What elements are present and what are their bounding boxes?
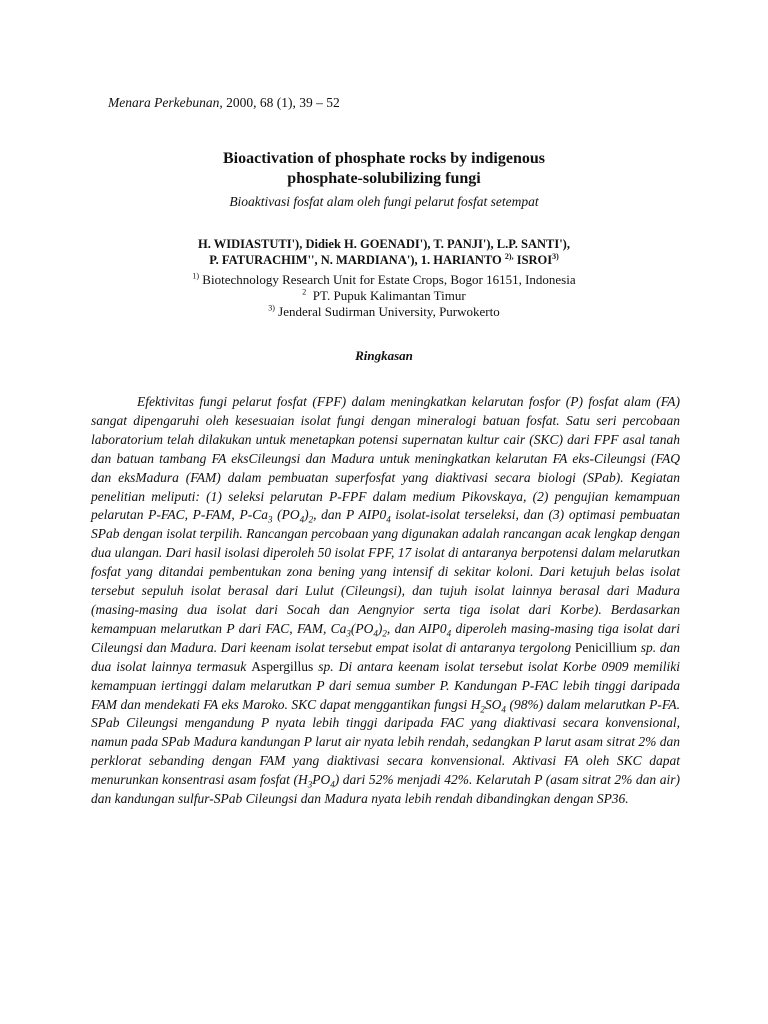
affiliation-list bbox=[90, 272, 678, 320]
abstract-text: ) bbox=[304, 507, 309, 523]
subscript: 3 bbox=[307, 779, 313, 790]
abstract-text: (PO bbox=[272, 507, 300, 523]
affiliation-3-mark: 3) bbox=[268, 303, 275, 313]
subscript: 4 bbox=[386, 515, 391, 526]
genus-name: Aspergillus bbox=[251, 658, 314, 674]
subscript: 2 bbox=[308, 515, 314, 526]
abstract-text: isolat-isolat terseleksi, dan (3) optimasi pembuatan SPab dengan isolat terpilih. Rancangan percobaan yang digunakan adalah rancangan acak lengkap dengan dua ulangan. Dari hasil isolasi diperoleh 50 isolat FPF, 17 isolat di antaranya berpotensi dalam melarutkan fosfat yang ditandai pembentukan zona bening yang intensif di sekitar koloni. Dari ketujuh belas isolat tersebut sepuluh isolat berasal dari Lulut (Cileungsi), dan tujuh isolat lainnya berasal dari Madura (masing-masing dua isolat dari Socah dan Aengnyior serta tiga isolat dari Korbe). Berdasarkan kemampuan melarutkan P dari FAC, FAM, Ca bbox=[91, 507, 680, 636]
paper-title bbox=[90, 149, 678, 189]
abstract-text: diperoleh masing-masing tiga isolat dari Cileungsi dan Madura. Dari keenam isolat tersebut empat isolat di antaranya tergolong bbox=[91, 620, 680, 655]
genus-name: Penicillium bbox=[574, 639, 638, 655]
abstract-text: ) dari 52% menjadi 42%. Kelarutah P (asam sitrat 2% dan air) dan kandungan sulfur-SPab Cileungsi dan Madura nyata lebih rendah dibandingkan dengan SP36. bbox=[91, 772, 680, 807]
abstract-text: sp. Di antara keenam isolat tersebut isolat Korbe 0909 memiliki kemampuan iertinggi dalam melarutkan P dari semua sumber P. Kandungan P-FAC lebih tinggi daripada FAM dan mendekati FA eks Maroko. SKC dapat menggantikan fungsi H bbox=[91, 658, 680, 712]
journal-details: 2000, 68 (1), 39 – 52 bbox=[226, 95, 340, 110]
abstract-text: , dan P AIP0 bbox=[313, 507, 387, 523]
subscript: 4 bbox=[299, 515, 305, 526]
subscript: 4 bbox=[330, 779, 335, 790]
author-line-2-part-a: P. FATURACHIM'', N. MARDIANA'), 1. HARIANTO bbox=[209, 253, 502, 267]
author-line-1: H. WIDIASTUTI'), Didiek H. GOENADI'), T. PANJI'), L.P. SANTI'), bbox=[198, 237, 570, 251]
affiliation-3-text: Jenderal Sudirman University, Purwokerto bbox=[278, 304, 500, 319]
paper-title-line-1: Bioactivation of phosphate rocks by indigenous bbox=[223, 150, 545, 167]
affiliation-2 bbox=[90, 288, 678, 304]
journal-name: Menara Perkebunan, bbox=[108, 95, 223, 110]
abstract-text: sp. dan dua isolat lainnya termasuk bbox=[91, 639, 680, 674]
abstract-paragraph bbox=[91, 393, 680, 809]
abstract-text: ) bbox=[377, 620, 383, 636]
abstract-text: (PO bbox=[350, 620, 374, 636]
author-line-2 bbox=[90, 252, 678, 268]
author-mark-isroi: 3) bbox=[552, 251, 559, 261]
paper-subtitle: Bioaktivasi fosfat alam oleh fungi pelarut fosfat setempat bbox=[229, 194, 539, 209]
section-heading: Ringkasan bbox=[355, 348, 413, 363]
subscript: 3 bbox=[346, 628, 351, 639]
affiliation-1-text: Biotechnology Research Unit for Estate Crops, Bogor 16151, Indonesia bbox=[202, 272, 576, 287]
abstract-text: (98%) dalam melarutkan P-FA. SPab Cileungsi mengandung P nyata lebih tinggi daripada FAC yang diaktivasi secara konvensional, namun pada SPab Madura kandungan P larut air nyata lebih rendah, sedangkan P larut asam sitrat 2% dan perklorat sebanding dengan FAM yang diaktivasi secara konvensional. Aktivasi FA oleh SKC dapat menurunkan konsentrasi asam fosfat (H bbox=[91, 696, 680, 788]
author-line-2-part-b: ISROI bbox=[516, 253, 553, 267]
abstract-text: PO bbox=[312, 772, 331, 788]
paper-title-line-2: phosphate-solubilizing fungi bbox=[287, 170, 481, 187]
subscript: 4 bbox=[501, 704, 506, 715]
author-mark-harianto: 2), bbox=[504, 251, 514, 261]
affiliation-1 bbox=[90, 272, 678, 288]
journal-citation bbox=[108, 95, 340, 111]
abstract-text: , dan AIP0 bbox=[386, 620, 447, 636]
abstract-text: Efektivitas fungi pelarut fosfat (FPF) dalam meningkatkan kelarutan fosfor (P) fosfat alam (FA) sangat dipengaruhi oleh kesesuaian isolat fungi dengan mineralogi batuan fosfat. Satu seri percobaan laboratorium telah dilakukan untuk menetapkan potensi supernatan kultur cair (SKC) dari FPF asal tanah dan batuan tambang FA eksCileungsi dan Madura untuk meningkatkan kelarutan FA eks-Cileungsi (FAQ dan eksMadura (FAM) dalam pembuatan superfosfat yang diaktivasi secara biologi (SPab). Kegiatan penelitian meliputi: (1) seleksi pelarutan P-FPF dalam medium Pikovskaya, (2) pengujian kemampuan pelarutan P-FAC, P-FAM, P-Ca bbox=[91, 394, 680, 523]
affiliation-2-mark: 2 bbox=[302, 287, 307, 297]
subscript: 3 bbox=[267, 515, 273, 526]
author-list bbox=[90, 236, 678, 268]
affiliation-3 bbox=[90, 304, 678, 320]
subscript: 2 bbox=[382, 628, 387, 639]
affiliation-2-text: PT. Pupuk Kalimantan Timur bbox=[312, 288, 466, 303]
subscript: 2 bbox=[480, 704, 485, 715]
abstract-text: SO bbox=[484, 696, 502, 712]
subscript: 4 bbox=[446, 628, 452, 639]
affiliation-1-mark: 1) bbox=[192, 271, 200, 281]
subscript: 4 bbox=[373, 628, 378, 639]
